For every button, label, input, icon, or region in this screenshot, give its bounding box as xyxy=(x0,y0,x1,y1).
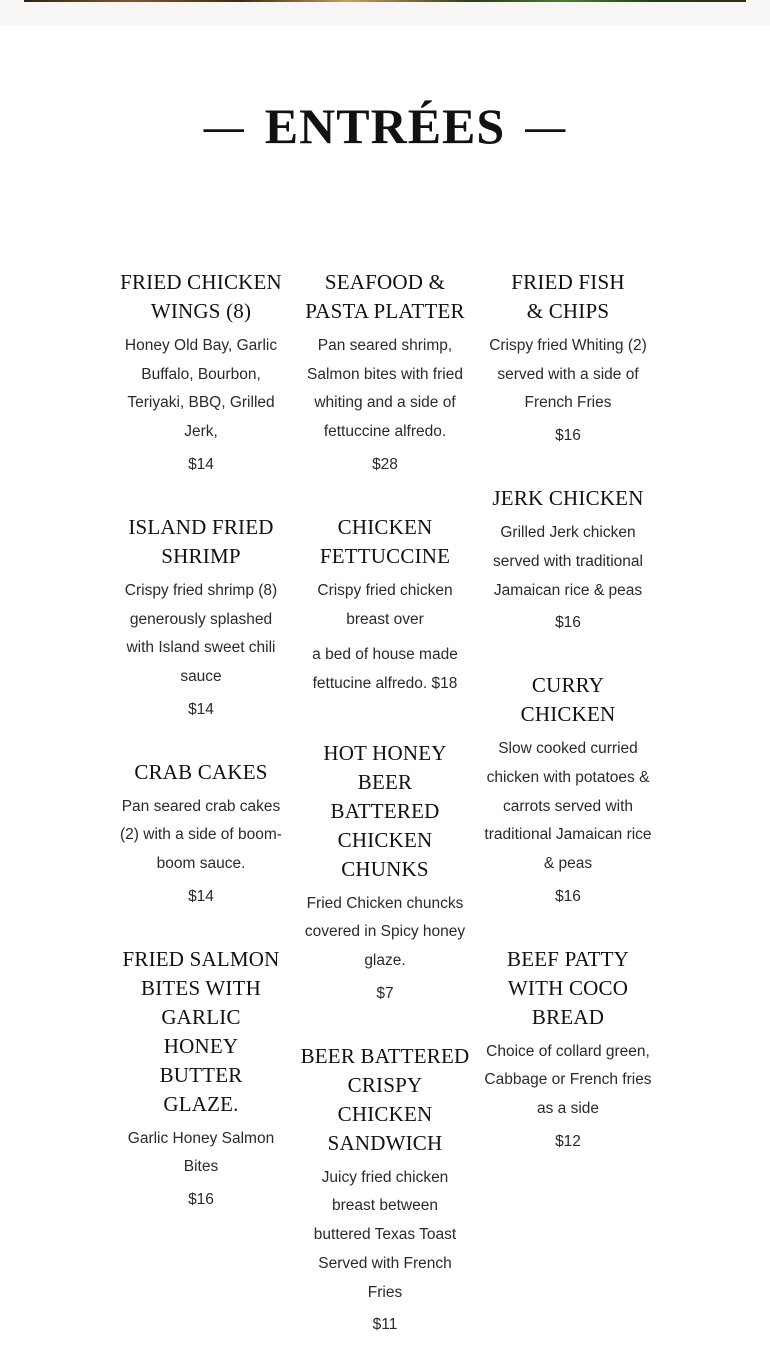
menu-item-description: Crispy fried Whiting (2) served with a side of French Fries xyxy=(489,337,647,412)
menu-item-name: CRAB CAKES xyxy=(134,759,268,784)
menu-item-name: ISLAND FRIED SHRIMP xyxy=(128,514,274,568)
menu-item xyxy=(300,1042,470,1336)
menu-item-name: FRIED CHICKEN WINGS (8) xyxy=(120,270,282,323)
top-image-strip-background xyxy=(0,0,770,25)
menu-item xyxy=(116,268,286,475)
menu-item-description: Choice of collard green, Cabbage or French fries as a side xyxy=(484,1042,652,1118)
menu-column-1 xyxy=(116,268,286,1248)
menu-item-description: Slow cooked curried chicken with potatoes & carrots served with traditional Jamaican rice & peas xyxy=(484,740,652,873)
menu-item-price: $28 xyxy=(372,455,398,473)
menu-item xyxy=(300,268,470,475)
food-photo-banner xyxy=(24,0,746,2)
menu-item-name: CURRY CHICKEN xyxy=(520,673,616,727)
menu-item-price: $7 xyxy=(376,984,394,1002)
menu-column-3 xyxy=(483,268,653,1190)
menu-item-description: Garlic Honey Salmon Bites xyxy=(127,1129,275,1176)
menu-item xyxy=(483,945,653,1152)
menu-item-name: CHICKEN FETTUCCINE xyxy=(319,514,451,568)
menu-item-price: $14 xyxy=(188,887,214,905)
menu-item-description: Pan seared crab cakes (2) with a side of boom-boom sauce. xyxy=(120,797,282,873)
menu-item-description: Crispy fried shrimp (8) generously splashed with Island sweet chili sauce xyxy=(124,581,278,685)
menu-item-name: BEEF PATTY WITH COCO BREAD xyxy=(506,946,629,1029)
menu-item-price: $12 xyxy=(555,1132,581,1150)
menu-item-name: BEER BATTERED CRISPY CHICKEN SANDWICH xyxy=(300,1043,470,1155)
menu-item-price: $16 xyxy=(188,1191,214,1209)
menu-item xyxy=(116,945,286,1210)
menu-item-description: Grilled Jerk chicken served with traditional Jamaican rice & peas xyxy=(493,524,643,599)
menu-item-price: $14 xyxy=(188,700,214,718)
menu-item-name: JERK CHICKEN xyxy=(492,486,644,511)
menu-item xyxy=(116,758,286,907)
menu-item-price: $16 xyxy=(555,887,581,905)
menu-item-description: Pan seared shrimp, Salmon bites with fried whiting and a side of fettuccine alfredo. xyxy=(307,337,463,441)
menu-item-name: SEAFOOD & PASTA PLATTER xyxy=(305,270,465,323)
menu-column-2 xyxy=(300,268,470,1359)
section-title-text: ENTRÉES xyxy=(264,98,506,154)
menu-item xyxy=(483,484,653,633)
menu-item xyxy=(300,513,470,699)
menu-item xyxy=(483,671,653,907)
menu-item-price: $16 xyxy=(555,614,581,632)
menu-item-description: Juicy fried chicken breast between buttered Texas Toast Served with French Fries xyxy=(313,1168,457,1301)
menu-item-price: $14 xyxy=(188,455,214,473)
menu-item-price: $11 xyxy=(372,1316,398,1334)
title-dash-right: — xyxy=(525,104,567,149)
menu-item-description: Fried Chicken chuncks covered in Spicy honey glaze. xyxy=(304,894,466,970)
menu-item-price: $16 xyxy=(555,427,581,445)
menu-item xyxy=(116,513,286,720)
menu-item-description: Crispy fried chicken breast over xyxy=(317,581,453,628)
menu-item xyxy=(300,739,470,1004)
menu-item-description: Honey Old Bay, Garlic Buffalo, Bourbon, Teriyaki, BBQ, Grilled Jerk, xyxy=(124,337,278,441)
menu-item-name: FRIED SALMON BITES WITH GARLIC HONEY BUTTER GLAZE. xyxy=(122,946,280,1116)
menu-item-description-continued: a bed of house made fettucine alfredo. $18 xyxy=(312,646,458,692)
title-dash-left: — xyxy=(203,104,245,149)
section-title xyxy=(0,98,770,155)
menu-item-name: FRIED FISH & CHIPS xyxy=(511,270,625,323)
menu-item xyxy=(483,268,653,446)
menu-item-name: HOT HONEY BEER BATTERED CHICKEN CHUNKS xyxy=(323,740,447,881)
